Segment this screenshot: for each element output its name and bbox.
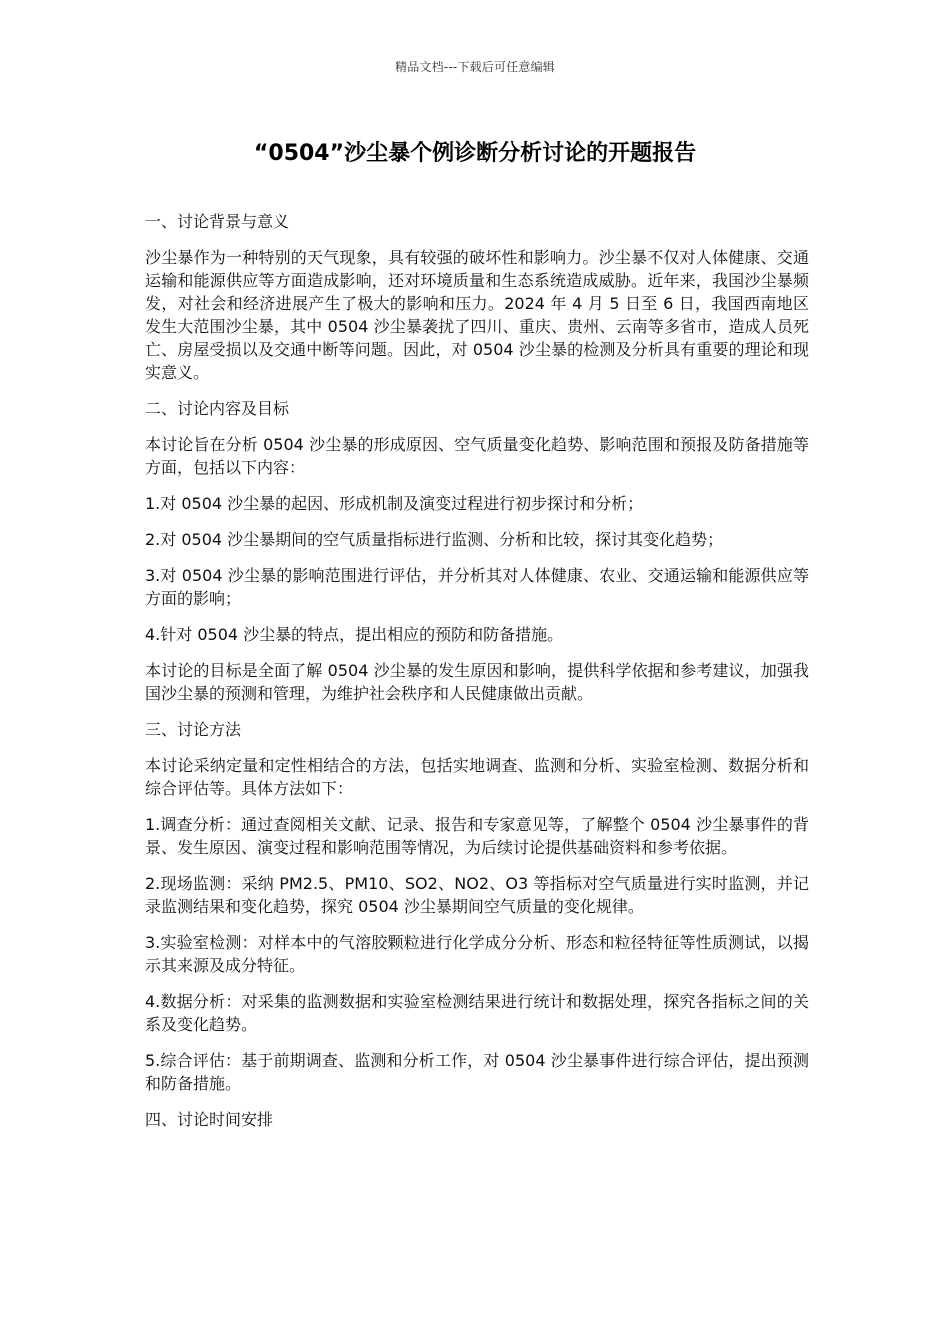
header-note: 精品文档---下载后可任意编辑 — [395, 60, 555, 74]
list-item-method-1: 1.调查分析：通过查阅相关文献、记录、报告和专家意见等，了解整个 0504 沙尘暴事件的背景、发生原因、演变过程和影响范围等情况，为后续讨论提供基础资料和参考依据。 — [145, 815, 809, 857]
document-title: “0504”沙尘暴个例诊断分析讨论的开题报告 — [253, 141, 697, 166]
section-heading-schedule: 四、讨论时间安排 — [145, 1110, 274, 1129]
list-item-content-1: 1.对 0504 沙尘暴的起因、形成机制及演变过程进行初步探讨和分析； — [145, 494, 644, 513]
list-item-content-4: 4.针对 0504 沙尘暴的特点，提出相应的预防和防备措施。 — [145, 625, 564, 644]
paragraph-methods-intro: 本讨论采纳定量和定性相结合的方法，包括实地调查、监测和分析、实验室检测、数据分析和综合评估等。具体方法如下： — [145, 756, 809, 798]
list-item-method-2: 2.现场监测：采纳 PM2.5、PM10、SO2、NO2、O3 等指标对空气质量进行实时监测，并记录监测结果和变化趋势，探究 0504 沙尘暴期间空气质量的变化规律。 — [145, 874, 809, 916]
list-item-method-5: 5.综合评估：基于前期调查、监测和分析工作，对 0504 沙尘暴事件进行综合评估，提出预测和防备措施。 — [145, 1051, 809, 1093]
section-heading-methods: 三、讨论方法 — [145, 720, 242, 739]
section-heading-background: 一、讨论背景与意义 — [145, 212, 290, 231]
list-item-content-2: 2.对 0504 沙尘暴期间的空气质量指标进行监测、分析和比较，探讨其变化趋势； — [145, 530, 724, 549]
list-item-method-3: 3.实验室检测：对样本中的气溶胶颗粒进行化学成分分析、形态和粒径特征等性质测试，以揭示其来源及成分特征。 — [145, 933, 809, 975]
paragraph-goal: 本讨论的目标是全面了解 0504 沙尘暴的发生原因和影响，提供科学依据和参考建议，加强我国沙尘暴的预测和管理，为维护社会秩序和人民健康做出贡献。 — [145, 661, 809, 703]
list-item-method-4: 4.数据分析：对采集的监测数据和实验室检测结果进行统计和数据处理，探究各指标之间的关系及变化趋势。 — [145, 992, 809, 1034]
paragraph-background: 沙尘暴作为一种特别的天气现象，具有较强的破坏性和影响力。沙尘暴不仅对人体健康、交通运输和能源供应等方面造成影响，还对环境质量和生态系统造成威胁。近年来，我国沙尘暴频发，对社会和经济进展产生了极大的影响和压力。2024 年 4 月 5 日至 6 日，我国西南地区发生大范围沙尘暴，其中 0504 沙尘暴袭扰了四川、重庆、贵州、云南等多省市，造成人员死亡、房屋受损以及交通中断等问题。因此，对 0504 沙尘暴的检测及分析具有重要的理论和现实意义。 — [145, 248, 809, 382]
document-body — [145, 210, 809, 1144]
list-item-content-3: 3.对 0504 沙尘暴的影响范围进行评估，并分析其对人体健康、农业、交通运输和能源供应等方面的影响； — [145, 566, 809, 608]
section-heading-content-goals: 二、讨论内容及目标 — [145, 399, 290, 418]
paragraph-content-intro: 本讨论旨在分析 0504 沙尘暴的形成原因、空气质量变化趋势、影响范围和预报及防备措施等方面，包括以下内容： — [145, 435, 809, 477]
